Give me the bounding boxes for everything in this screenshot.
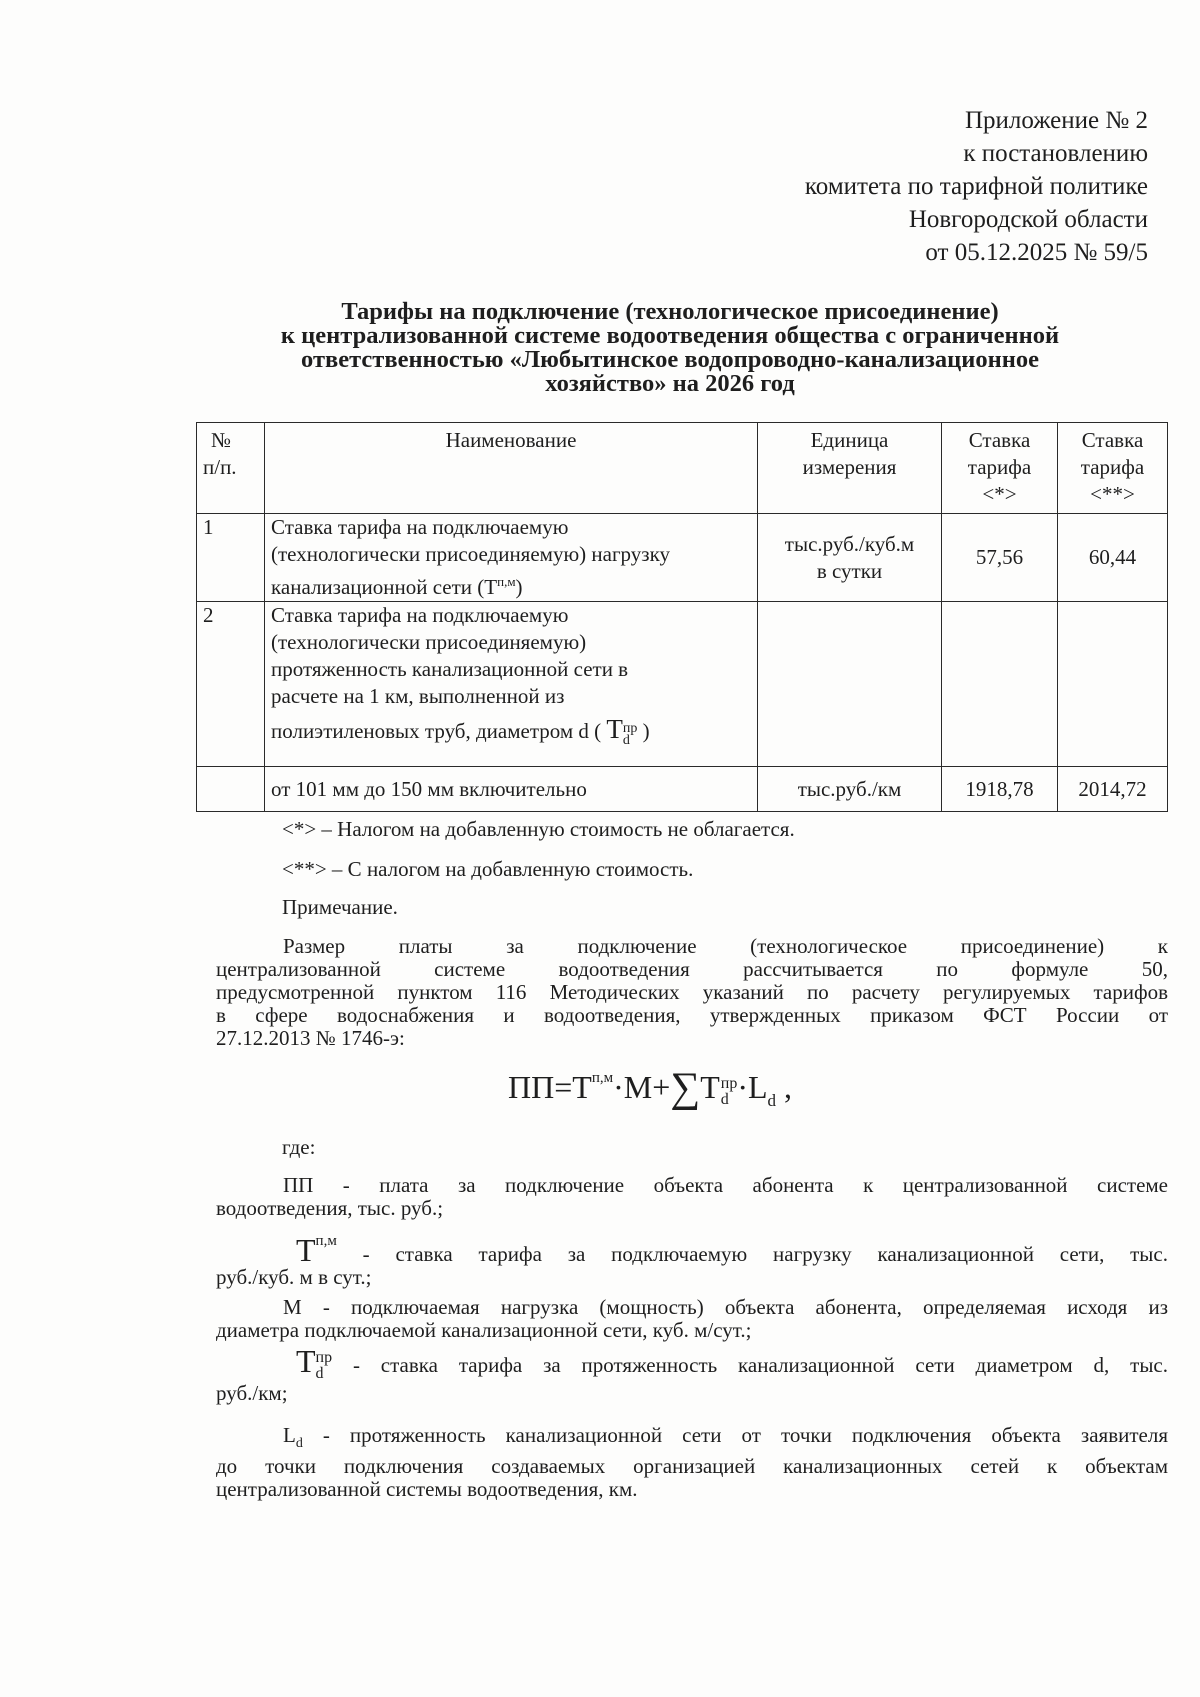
header-rate-line: <*>: [982, 482, 1017, 506]
definition-line: [216, 1424, 1168, 1455]
header-rate-line: тарифа: [967, 455, 1032, 479]
row-rate-with-vat: 2014,72: [1058, 767, 1168, 812]
row-num: [197, 767, 265, 812]
definition-line: [216, 1343, 1168, 1382]
header-rate-line: тарифа: [1080, 455, 1145, 479]
definition-line: руб./куб. м в сут.;: [216, 1265, 372, 1289]
subscript: d: [622, 733, 630, 748]
row-name-line: (технологически присоединяемую) нагрузку: [271, 542, 670, 566]
row-unit: тыс.руб./км: [758, 767, 942, 812]
formula-operator: +: [652, 1069, 671, 1105]
tariff-symbol: Т: [296, 1232, 316, 1268]
formula-term: ·М: [613, 1069, 653, 1105]
definition-line: ПП - плата за подключение объекта абонента к централизованной системе: [283, 1173, 1168, 1197]
definition-line: диаметра подключаемой канализационной сети, куб. м/сут.;: [216, 1318, 752, 1342]
symbol-indices: [316, 1350, 333, 1382]
table-row: [197, 602, 1168, 767]
formula-term: ·L: [737, 1069, 768, 1105]
header-num-line: п/п.: [203, 455, 237, 479]
row-unit-line: тыс.руб./куб.м: [784, 531, 915, 556]
subscript: d: [295, 1436, 303, 1451]
appendix-line: к постановлению: [963, 140, 1148, 167]
subscript: d: [315, 1365, 324, 1382]
title-line: Тарифы на подключение (технологическое присоединение): [341, 298, 999, 325]
row-name-text: полиэтиленовых труб, диаметром d (: [271, 719, 602, 743]
row-name: [265, 514, 758, 602]
definition-text: - ставка тарифа за подключаемую нагрузку канализационной сети, тыс.: [336, 1242, 1168, 1266]
title-line: хозяйство» на 2026 год: [545, 370, 795, 397]
superscript: пр: [622, 721, 638, 736]
superscript: пр: [720, 1075, 738, 1092]
formula-term: Т: [572, 1069, 592, 1105]
tariff-symbol: Т: [606, 714, 623, 744]
row-name-line: Ставка тарифа на подключаемую: [271, 603, 569, 627]
header-rate-line: Ставка: [1081, 428, 1144, 452]
definition-pp: [216, 1174, 1168, 1220]
paragraph-line: 27.12.2013 № 1746-э:: [216, 1026, 405, 1050]
appendix-line: Новгородской области: [908, 206, 1148, 233]
definition-line: централизованной системы водоотведения, км.: [216, 1477, 638, 1501]
header-unit-line: измерения: [802, 455, 897, 479]
row-rate-with-vat: [1058, 602, 1168, 767]
appendix-line: комитета по тарифной политике: [804, 173, 1148, 200]
row-unit-line: в сутки: [816, 558, 883, 583]
title-line: к централизованной системе водоотведения общества с ограниченной: [280, 322, 1060, 349]
row-name: [265, 602, 758, 767]
header-rate-without-vat: [942, 423, 1058, 514]
row-name-text: ): [642, 719, 650, 743]
table-row: [197, 767, 1168, 812]
definition-line: [216, 1230, 1168, 1266]
header-rate-with-vat: [1058, 423, 1168, 514]
row-num: 1: [197, 514, 265, 602]
paragraph-line: Размер платы за подключение (технологическое присоединение) к: [283, 934, 1168, 958]
superscript: п,м: [315, 1233, 337, 1249]
formula-term: ПП: [508, 1069, 555, 1105]
row-rate-without-vat: 57,56: [942, 514, 1058, 602]
tariff-symbol: Т: [296, 1343, 316, 1379]
footnote-2: <**> – С налогом на добавленную стоимость.: [282, 857, 694, 881]
paragraph-line: предусмотренной пунктом 116 Методических указаний по расчету регулируемых тарифов: [216, 980, 1168, 1004]
header-rate-line: Ставка: [968, 428, 1031, 452]
row-rate-without-vat: [942, 602, 1058, 767]
definition-line: водоотведения, тыс. руб.;: [216, 1196, 444, 1220]
appendix-number: Приложение № 2: [964, 107, 1148, 134]
definition-text: - ставка тарифа за протяженность канализационной сети диаметром d, тыс.: [332, 1353, 1168, 1377]
header-rate-line: <**>: [1090, 482, 1135, 506]
appendix-date: от 05.12.2025 № 59/5: [925, 239, 1148, 266]
header-num-line: №: [211, 428, 232, 452]
footnote-1: <*> – Налогом на добавленную стоимость не облагается.: [282, 817, 795, 841]
row-rate-with-vat: 60,44: [1058, 514, 1168, 602]
tariff-table: [196, 422, 1168, 812]
row-num: 2: [197, 602, 265, 767]
superscript: пр: [315, 1349, 333, 1366]
sum-symbol: ∑: [670, 1065, 701, 1111]
row-name-line: Ставка тарифа на подключаемую: [271, 515, 569, 539]
row-unit: [758, 602, 942, 767]
header-name-text: Наименование: [445, 428, 577, 452]
definition-m: [216, 1296, 1168, 1342]
length-symbol: L: [283, 1423, 296, 1447]
formula-operator: =: [554, 1069, 573, 1105]
header-unit: [758, 423, 942, 514]
row-name-text: канализационной сети (Т: [271, 575, 498, 599]
row-unit: [758, 514, 942, 602]
row-name-line: расчете на 1 км, выполненной из: [271, 684, 565, 708]
title-line: ответственностью «Любытинское водопроводно-канализационное: [301, 346, 1039, 373]
definition-text: - протяженность канализационной сети от точки подключения объекта заявителя: [302, 1423, 1168, 1447]
superscript: п,м: [497, 574, 516, 589]
paragraph-line: централизованной системе водоотведения рассчитывается по формуле 50,: [216, 957, 1168, 981]
formula-term: Т: [700, 1069, 720, 1105]
symbol-indices: [623, 723, 638, 747]
definition-t-d: [216, 1343, 1168, 1405]
row-rate-without-vat: 1918,78: [942, 767, 1058, 812]
row-name-line: (технологически присоединяемую): [271, 630, 587, 654]
header-num: [197, 423, 265, 514]
definition-t-pm: [216, 1230, 1168, 1289]
row-name-line: [271, 716, 751, 747]
paragraph-line: в сфере водоснабжения и водоотведения, утвержденных приказом ФСТ России от: [216, 1003, 1168, 1027]
table-row: [197, 514, 1168, 602]
definition-line: М - подключаемая нагрузка (мощность) объекта абонента, определяемая исходя из: [283, 1295, 1168, 1319]
where-label: где:: [282, 1135, 316, 1159]
superscript: п,м: [591, 1070, 614, 1086]
header-name: [265, 423, 758, 514]
table-header-row: [197, 423, 1168, 514]
definition-l: [216, 1424, 1168, 1501]
definition-line: до точки подключения создаваемых организацией канализационных сетей к объектам: [216, 1454, 1168, 1478]
row-name-line: протяженность канализационной сети в: [271, 657, 629, 681]
header-unit-line: Единица: [810, 428, 889, 452]
subscript: d: [767, 1091, 777, 1110]
remark-paragraph: [216, 935, 1168, 1050]
appendix-header: [805, 104, 1148, 269]
remark-label: Примечание.: [282, 895, 398, 919]
formula-punctuation: ,: [776, 1069, 793, 1105]
row-name: от 101 мм до 150 мм включительно: [265, 767, 758, 812]
subscript: d: [720, 1091, 729, 1108]
document-title: [175, 300, 1165, 396]
row-name-text: ): [515, 575, 523, 599]
symbol-indices: [721, 1076, 738, 1108]
payment-formula: [508, 1064, 792, 1112]
definition-line: руб./км;: [216, 1381, 288, 1405]
row-name-line: [271, 568, 751, 601]
